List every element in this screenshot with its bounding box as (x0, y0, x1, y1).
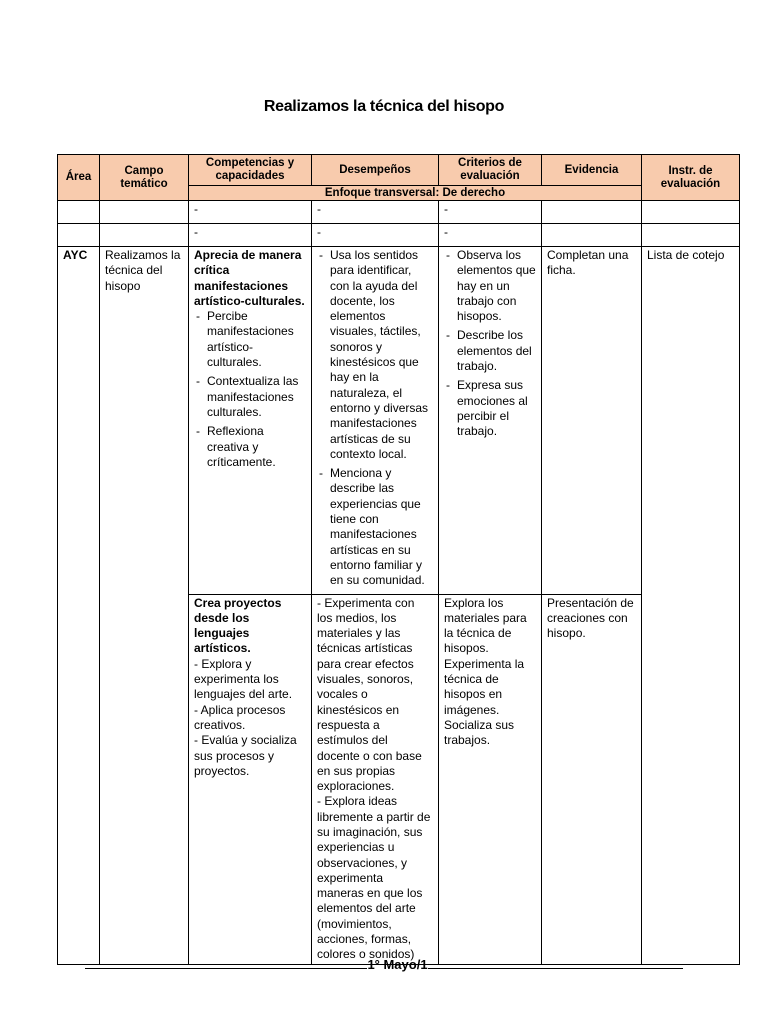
list-item: Explora los materiales para la técnica de hisopos. (444, 595, 527, 656)
campo-cell: Realizamos la técnica del hisopo (100, 247, 189, 965)
empty-cell: - (189, 201, 312, 224)
list-item: - Percibe manifestaciones artístico-culturales. (194, 309, 306, 370)
list-item: Socializa sus trabajos. (444, 717, 515, 748)
competencia-title: Aprecia de manera crítica manifestaciones artístico-culturales. (194, 248, 305, 308)
instr-cell: Lista de cotejo (642, 247, 740, 965)
footer-text: 1° Mayo/1 (367, 957, 428, 972)
competencia-cell (189, 594, 312, 964)
empty-cell: - (312, 201, 439, 224)
header-competencias: Competencias y capacidades (189, 155, 312, 186)
header-campo: Campo temático (100, 155, 189, 201)
competencia-cell (189, 247, 312, 595)
empty-cell: - (312, 224, 439, 247)
empty-cell: - (439, 224, 542, 247)
header-area: Área (58, 155, 100, 201)
evidencia-cell: Completan una ficha. (542, 247, 642, 595)
header-evidencia: Evidencia (542, 155, 642, 186)
page-title: Realizamos la técnica del hisopo (263, 98, 505, 115)
area-cell: AYC (58, 247, 100, 965)
list-item: - Usa los sentidos para identificar, con la ayuda del docente, los elementos visuales, táctiles, sonoros y kinestésicos que hay en la naturaleza, el entorno y diversas manifestaciones artísticas de su contexto local. (317, 248, 433, 462)
list-item: - Expresa sus emociones al percibir el trabajo. (444, 378, 536, 439)
header-row (58, 155, 740, 186)
desempenos-list (317, 248, 433, 589)
criterios-cell (439, 247, 542, 595)
list-item: - Reflexiona creativa y críticamente. (194, 424, 306, 470)
list-item: Experimenta la técnica de hisopos en imágenes. (444, 656, 525, 717)
list-item: - Explora y experimenta los lenguajes del arte. (194, 656, 293, 702)
list-item: - Explora ideas libremente a partir de su imaginación, sus experiencias u observaciones, y experimenta maneras en que los elementos del arte (movimientos, acciones, formas, colores o sonidos) (317, 794, 431, 962)
empty-row (58, 201, 740, 224)
header-criterios: Criterios de evaluación (439, 155, 542, 186)
footer-line-left (85, 956, 367, 969)
list-item: - Describe los elementos del trabajo. (444, 328, 536, 374)
header-enfoque: Enfoque transversal: De derecho (189, 186, 642, 201)
empty-row (58, 224, 740, 247)
empty-cell: - (189, 224, 312, 247)
header-instr: Instr. de evaluación (642, 155, 740, 201)
list-item: - Contextualiza las manifestaciones culturales. (194, 374, 306, 420)
footer-line-right (428, 956, 683, 969)
competencia-title: Crea proyectos desde los lenguajes artísticos. (194, 595, 282, 656)
list-item: - Experimenta con los medios, los materiales y las técnicas artísticas para crear efectos visuales, sonoros, vocales o kinestésicos en respuesta a estímulos del docente o con base en sus propias exploraciones. (317, 595, 422, 794)
header-desempenos: Desempeños (312, 155, 439, 186)
list-item: - Evalúa y socializa sus procesos y proyectos. (194, 733, 297, 778)
empty-cell: - (439, 201, 542, 224)
table-row (58, 247, 740, 595)
desempenos-cell (312, 594, 439, 964)
capacidades-list (194, 309, 306, 470)
criterios-list (444, 248, 536, 440)
list-item: - Aplica procesos creativos. (194, 702, 286, 732)
evidencia-cell: Presentación de creaciones con hisopo. (542, 594, 642, 964)
footer (0, 956, 768, 972)
evaluation-table (57, 154, 740, 965)
list-item: - Observa los elementos que hay en un trabajo con hisopos. (444, 248, 536, 324)
desempenos-cell (312, 247, 439, 595)
criterios-cell (439, 594, 542, 964)
list-item: - Menciona y describe las experiencias que tiene con manifestaciones artísticas en su entorno familiar y en su comunidad. (317, 466, 433, 588)
